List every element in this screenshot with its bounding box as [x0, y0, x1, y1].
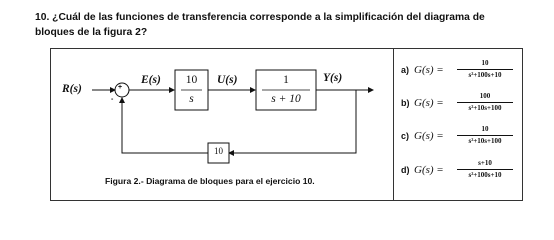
error-label: E(s) [141, 74, 161, 86]
option-c[interactable] [401, 125, 521, 150]
question-line-1: 10. ¿Cuál de las funciones de transferencia corresponde a la simplificación del diagrama de [35, 12, 485, 23]
fraction-denominator: s²+10s+100 [468, 137, 502, 145]
fraction-numerator: 10 [481, 125, 489, 133]
block2-numerator: 1 [283, 74, 289, 86]
figure-caption: Figura 2.- Diagrama de bloques para el ejercicio 10. [105, 176, 315, 186]
fraction-bar [457, 69, 513, 70]
option-a[interactable] [401, 59, 521, 84]
fraction-denominator: s²+100s+10 [468, 171, 502, 179]
option-b[interactable] [401, 92, 521, 117]
transfer-function-label: G(s) = [414, 164, 444, 176]
transfer-function-label: G(s) = [414, 130, 444, 142]
fraction-bar [457, 169, 513, 170]
option-letter: d) [401, 165, 410, 175]
fraction-numerator: 10 [481, 59, 489, 67]
question-line-2: bloques de la figura 2? [35, 27, 148, 38]
sum-minus-sign: - [111, 96, 114, 103]
feedback-gain: 10 [214, 146, 223, 156]
transfer-function-label: G(s) = [414, 97, 444, 109]
block2-denominator: s + 10 [271, 93, 301, 105]
transfer-function-fraction [457, 159, 513, 180]
option-d[interactable] [401, 159, 521, 184]
block1-denominator: s [189, 93, 194, 105]
fraction-denominator: s²+10s+100 [468, 104, 502, 112]
input-label: R(s) [62, 83, 82, 95]
fraction-numerator: 100 [479, 92, 491, 100]
option-letter: b) [401, 98, 410, 108]
output-label: Y(s) [323, 72, 343, 84]
fraction-numerator: s+10 [478, 159, 492, 167]
sum-plus-sign: + [118, 84, 123, 91]
fraction-bar [457, 102, 513, 103]
option-letter: c) [401, 131, 410, 141]
transfer-function-label: G(s) = [414, 64, 444, 76]
transfer-function-fraction [457, 125, 513, 146]
option-letter: a) [401, 65, 410, 75]
fraction-bar [457, 135, 513, 136]
block1-numerator: 10 [185, 74, 198, 86]
control-signal-label: U(s) [217, 74, 238, 86]
fraction-denominator: s²+100s+10 [468, 71, 502, 79]
transfer-function-fraction [457, 92, 513, 113]
transfer-function-fraction [457, 59, 513, 80]
